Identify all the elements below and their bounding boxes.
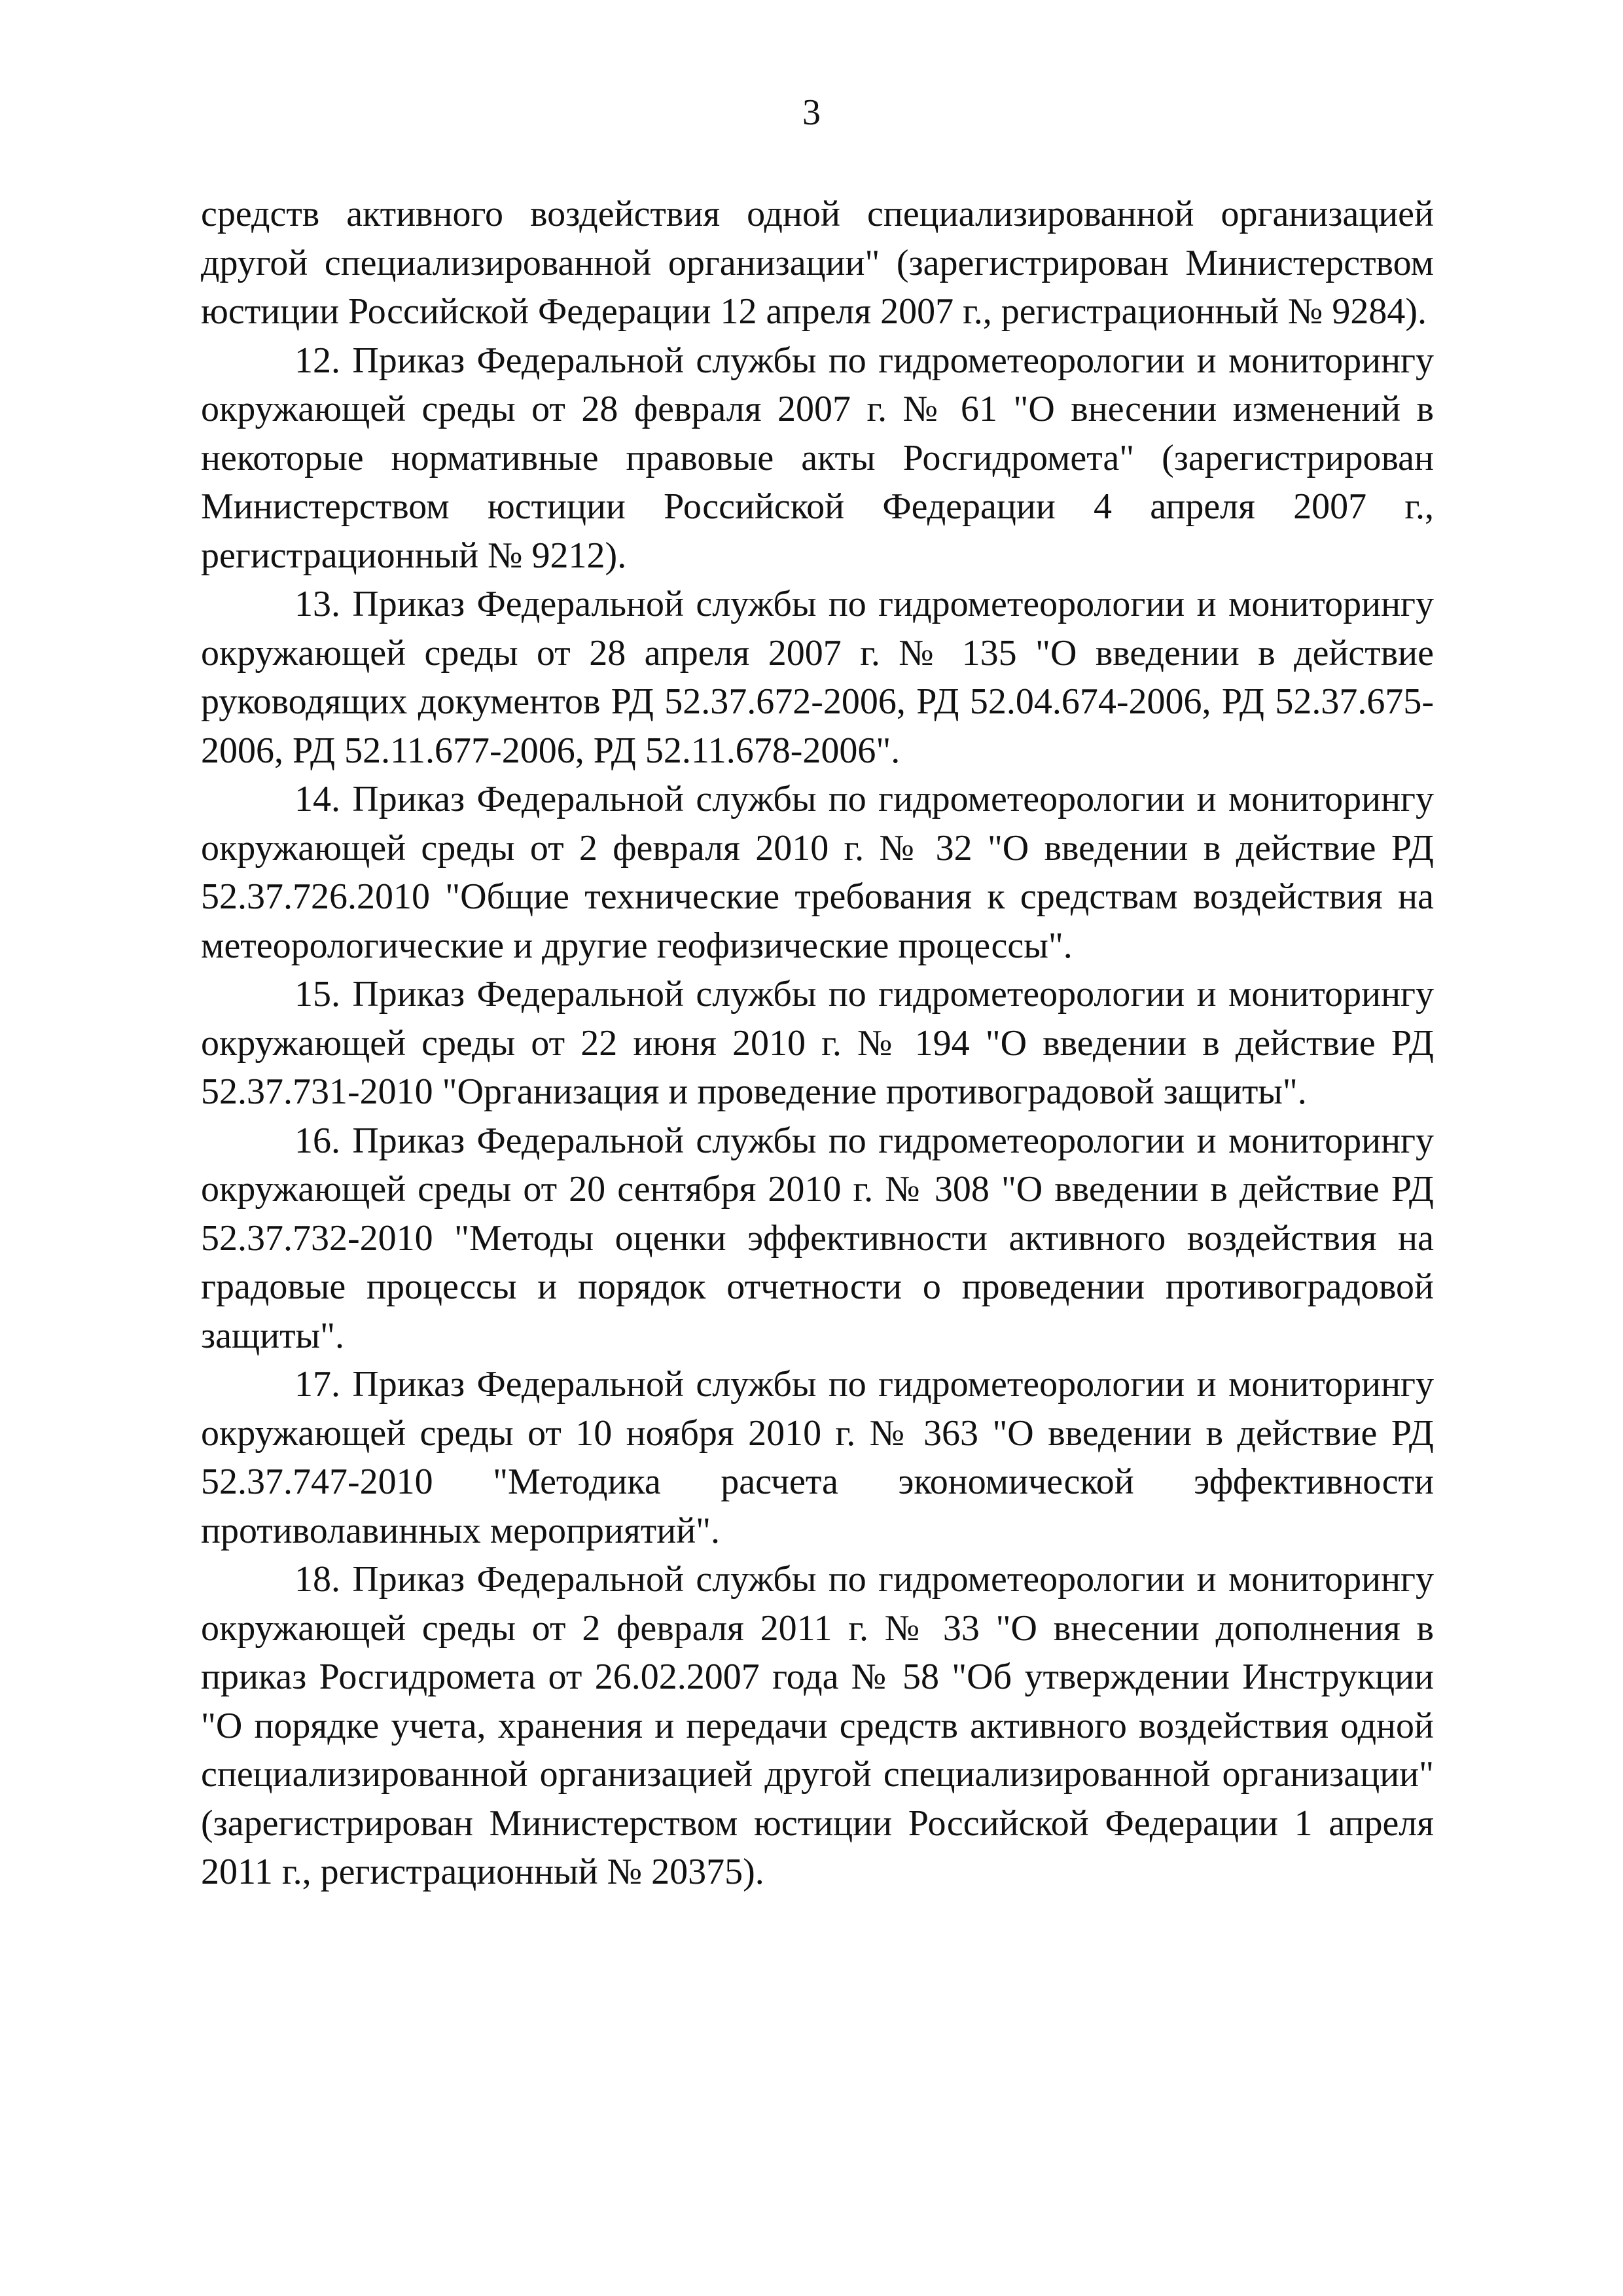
paragraph-18: 18. Приказ Федеральной службы по гидрометеорологии и мониторингу окружающей среды от 2 февраля 2011 г. № 33 "О внесении дополнения в приказ Росгидромета от 26.02.2007 года № 58 "Об утверждении Инструкции "О порядке учета, хранения и передачи средств активного воздействия одной специализированной организацией другой специализированной организации" (зарегистрирован Министерством юстиции Российской Федерации 1 апреля 2011 г., регистрационный № 20375).	[201, 1559, 1434, 1892]
paragraph-15: 15. Приказ Федеральной службы по гидрометеорологии и мониторингу окружающей среды от 22 июня 2010 г. № 194 "О введении в действие РД 52.37.731-2010 "Организация и проведение противоградовой защиты".	[201, 974, 1434, 1112]
page-number: 3	[802, 92, 821, 133]
paragraph-17: 17. Приказ Федеральной службы по гидрометеорологии и мониторингу окружающей среды от 10 ноября 2010 г. № 363 "О введении в действие РД 52.37.747-2010 "Методика расчета экономической эффективности противолавинных мероприятий".	[201, 1364, 1434, 1551]
paragraph-14: 14. Приказ Федеральной службы по гидрометеорологии и мониторингу окружающей среды от 2 февраля 2010 г. № 32 "О введении в действие РД 52.37.726.2010 "Общие технические требования к средствам воздействия на метеорологические и другие геофизические процессы".	[201, 779, 1434, 966]
paragraph-13: 13. Приказ Федеральной службы по гидрометеорологии и мониторингу окружающей среды от 28 апреля 2007 г. № 135 "О введении в действие руководящих документов РД 52.37.672-2006, РД 52.04.674-2006, РД 52.37.675-2006, РД 52.11.677-2006, РД 52.11.678-2006".	[201, 584, 1434, 771]
document-body	[201, 190, 1434, 1897]
paragraph-11-continuation: средств активного воздействия одной специализированной организацией другой специализированной организации" (зарегистрирован Министерством юстиции Российской Федерации 12 апреля 2007 г., регистрационный № 9284).	[201, 194, 1434, 332]
paragraph-16: 16. Приказ Федеральной службы по гидрометеорологии и мониторингу окружающей среды от 20 сентября 2010 г. № 308 "О введении в действие РД 52.37.732-2010 "Методы оценки эффективности активного воздействия на градовые процессы и порядок отчетности о проведении противоградовой защиты".	[201, 1120, 1434, 1356]
paragraph-12: 12. Приказ Федеральной службы по гидрометеорологии и мониторингу окружающей среды от 28 февраля 2007 г. № 61 "О внесении изменений в некоторые нормативные правовые акты Росгидромета" (зарегистрирован Министерством юстиции Российской Федерации 4 апреля 2007 г., регистрационный № 9212).	[201, 340, 1434, 576]
